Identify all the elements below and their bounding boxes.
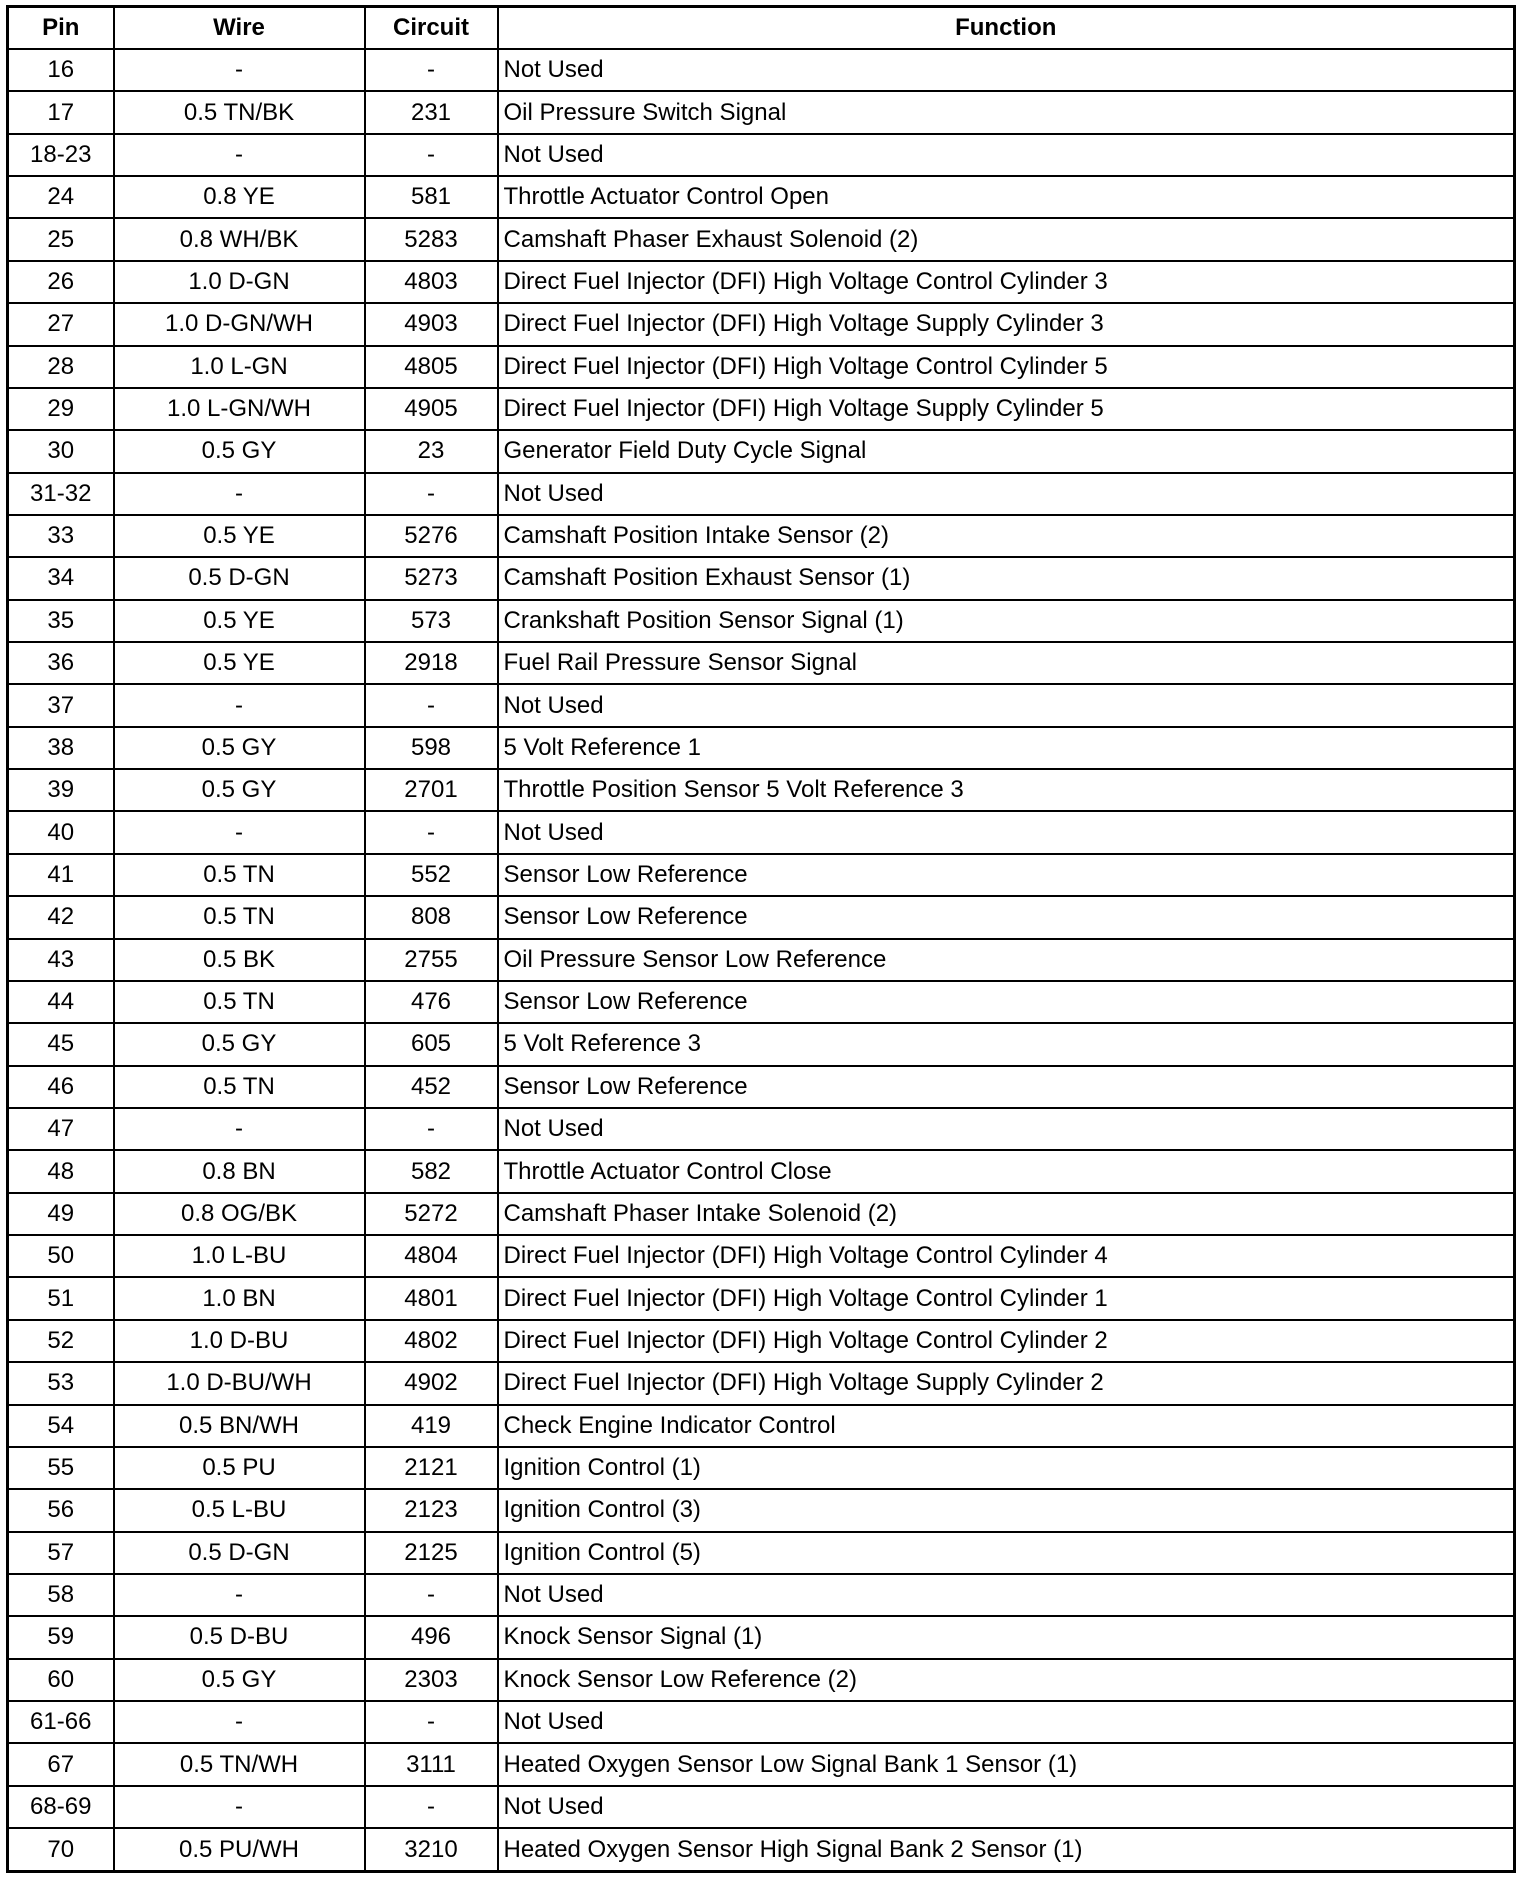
pin-cell: 35 [8, 600, 114, 642]
pin-cell: 55 [8, 1447, 114, 1489]
table-row [8, 854, 1515, 896]
function-cell: Check Engine Indicator Control [498, 1405, 1515, 1447]
pin-cell: 25 [8, 218, 114, 260]
circuit-cell: 452 [365, 1066, 498, 1108]
table-row [8, 1616, 1515, 1658]
pin-cell: 57 [8, 1532, 114, 1574]
pin-cell: 17 [8, 91, 114, 133]
pin-cell: 68-69 [8, 1786, 114, 1828]
circuit-cell: 808 [365, 896, 498, 938]
pin-cell: 59 [8, 1616, 114, 1658]
wire-cell: 0.5 D-GN [114, 557, 365, 599]
table-row [8, 1743, 1515, 1785]
pin-cell: 56 [8, 1489, 114, 1531]
table-row [8, 176, 1515, 218]
table-body [8, 49, 1515, 1872]
function-cell: Not Used [498, 1701, 1515, 1743]
wire-cell: - [114, 134, 365, 176]
function-cell: Throttle Actuator Control Close [498, 1150, 1515, 1192]
pin-cell: 46 [8, 1066, 114, 1108]
pin-cell: 53 [8, 1362, 114, 1404]
function-cell: Not Used [498, 49, 1515, 91]
function-cell: Not Used [498, 811, 1515, 853]
circuit-cell: 2918 [365, 642, 498, 684]
function-cell: Heated Oxygen Sensor High Signal Bank 2 Sensor (1) [498, 1828, 1515, 1871]
function-cell: Direct Fuel Injector (DFI) High Voltage Control Cylinder 3 [498, 261, 1515, 303]
circuit-cell: 4903 [365, 303, 498, 345]
function-cell: Oil Pressure Sensor Low Reference [498, 939, 1515, 981]
wire-cell: 0.5 BK [114, 939, 365, 981]
table-row [8, 515, 1515, 557]
circuit-cell: 3210 [365, 1828, 498, 1871]
wire-cell: 0.5 TN/WH [114, 1743, 365, 1785]
table-row [8, 1235, 1515, 1277]
circuit-cell: 2303 [365, 1659, 498, 1701]
wire-cell: 0.5 TN [114, 1066, 365, 1108]
table-row [8, 1489, 1515, 1531]
wire-cell: 0.5 D-GN [114, 1532, 365, 1574]
wire-cell: - [114, 1701, 365, 1743]
function-cell: Direct Fuel Injector (DFI) High Voltage Control Cylinder 4 [498, 1235, 1515, 1277]
table-row [8, 261, 1515, 303]
circuit-cell: 2701 [365, 769, 498, 811]
wire-cell: 0.5 YE [114, 642, 365, 684]
header-circuit: Circuit [365, 7, 498, 50]
wire-cell: - [114, 1786, 365, 1828]
function-cell: Ignition Control (5) [498, 1532, 1515, 1574]
circuit-cell: 4802 [365, 1320, 498, 1362]
table-row [8, 1574, 1515, 1616]
pin-cell: 43 [8, 939, 114, 981]
function-cell: Not Used [498, 1786, 1515, 1828]
circuit-cell: - [365, 134, 498, 176]
pin-cell: 33 [8, 515, 114, 557]
pin-cell: 44 [8, 981, 114, 1023]
table-row [8, 1023, 1515, 1065]
circuit-cell: - [365, 1701, 498, 1743]
function-cell: Direct Fuel Injector (DFI) High Voltage Supply Cylinder 2 [498, 1362, 1515, 1404]
table-row [8, 134, 1515, 176]
circuit-cell: 5276 [365, 515, 498, 557]
table-row [8, 684, 1515, 726]
pin-cell: 48 [8, 1150, 114, 1192]
function-cell: Crankshaft Position Sensor Signal (1) [498, 600, 1515, 642]
table-row [8, 388, 1515, 430]
table-row [8, 1701, 1515, 1743]
circuit-cell: 231 [365, 91, 498, 133]
function-cell: Generator Field Duty Cycle Signal [498, 430, 1515, 472]
wire-cell: 0.5 YE [114, 600, 365, 642]
function-cell: Not Used [498, 473, 1515, 515]
table-row [8, 218, 1515, 260]
table-row [8, 91, 1515, 133]
circuit-cell: - [365, 1786, 498, 1828]
function-cell: Direct Fuel Injector (DFI) High Voltage Control Cylinder 2 [498, 1320, 1515, 1362]
table-row [8, 1362, 1515, 1404]
function-cell: Not Used [498, 1574, 1515, 1616]
table-row [8, 727, 1515, 769]
circuit-cell: 4803 [365, 261, 498, 303]
table-row [8, 1066, 1515, 1108]
table-row [8, 1659, 1515, 1701]
pin-cell: 50 [8, 1235, 114, 1277]
function-cell: Not Used [498, 134, 1515, 176]
circuit-cell: 4805 [365, 346, 498, 388]
table-row [8, 303, 1515, 345]
wire-cell: 1.0 BN [114, 1277, 365, 1319]
wire-cell: 0.5 PU [114, 1447, 365, 1489]
pin-cell: 58 [8, 1574, 114, 1616]
table-row [8, 939, 1515, 981]
wire-cell: - [114, 811, 365, 853]
circuit-cell: 581 [365, 176, 498, 218]
circuit-cell: 419 [365, 1405, 498, 1447]
pin-cell: 49 [8, 1193, 114, 1235]
table-row [8, 1320, 1515, 1362]
circuit-cell: 605 [365, 1023, 498, 1065]
table-row [8, 1532, 1515, 1574]
pin-cell: 16 [8, 49, 114, 91]
wire-cell: 1.0 D-GN [114, 261, 365, 303]
circuit-cell: - [365, 1108, 498, 1150]
wire-cell: 1.0 L-GN [114, 346, 365, 388]
pin-cell: 61-66 [8, 1701, 114, 1743]
pin-cell: 70 [8, 1828, 114, 1871]
function-cell: Heated Oxygen Sensor Low Signal Bank 1 Sensor (1) [498, 1743, 1515, 1785]
function-cell: Knock Sensor Signal (1) [498, 1616, 1515, 1658]
table-row [8, 600, 1515, 642]
wire-cell: - [114, 684, 365, 726]
circuit-cell: 4902 [365, 1362, 498, 1404]
table-row [8, 1786, 1515, 1828]
wire-cell: 0.5 YE [114, 515, 365, 557]
pin-cell: 24 [8, 176, 114, 218]
wire-cell: 0.5 PU/WH [114, 1828, 365, 1871]
wire-cell: 0.5 TN/BK [114, 91, 365, 133]
function-cell: Throttle Actuator Control Open [498, 176, 1515, 218]
circuit-cell: - [365, 811, 498, 853]
pin-cell: 37 [8, 684, 114, 726]
pin-cell: 41 [8, 854, 114, 896]
wire-cell: 0.5 TN [114, 981, 365, 1023]
wire-cell: 0.5 GY [114, 727, 365, 769]
wire-cell: 1.0 D-BU/WH [114, 1362, 365, 1404]
pin-cell: 31-32 [8, 473, 114, 515]
wire-cell: 1.0 D-GN/WH [114, 303, 365, 345]
table-header-row [8, 7, 1515, 50]
pin-cell: 30 [8, 430, 114, 472]
circuit-cell: 4804 [365, 1235, 498, 1277]
wire-cell: 1.0 L-GN/WH [114, 388, 365, 430]
wire-cell: 0.5 GY [114, 1659, 365, 1701]
wire-cell: 0.5 GY [114, 769, 365, 811]
pin-cell: 47 [8, 1108, 114, 1150]
table-row [8, 346, 1515, 388]
header-pin: Pin [8, 7, 114, 50]
table-row [8, 1193, 1515, 1235]
pin-cell: 42 [8, 896, 114, 938]
pin-cell: 45 [8, 1023, 114, 1065]
function-cell: Sensor Low Reference [498, 854, 1515, 896]
circuit-cell: 2755 [365, 939, 498, 981]
table-row [8, 811, 1515, 853]
wire-cell: 0.8 OG/BK [114, 1193, 365, 1235]
wire-cell: 1.0 L-BU [114, 1235, 365, 1277]
table-row [8, 1277, 1515, 1319]
function-cell: Ignition Control (1) [498, 1447, 1515, 1489]
function-cell: 5 Volt Reference 1 [498, 727, 1515, 769]
wire-cell: 0.8 WH/BK [114, 218, 365, 260]
table-row [8, 557, 1515, 599]
circuit-cell: 4905 [365, 388, 498, 430]
pin-cell: 29 [8, 388, 114, 430]
table-row [8, 896, 1515, 938]
wire-cell: 0.5 GY [114, 1023, 365, 1065]
circuit-cell: 2121 [365, 1447, 498, 1489]
function-cell: Not Used [498, 1108, 1515, 1150]
pin-cell: 67 [8, 1743, 114, 1785]
header-function: Function [498, 7, 1515, 50]
wire-cell: 0.5 TN [114, 896, 365, 938]
table-row [8, 642, 1515, 684]
circuit-cell: 5283 [365, 218, 498, 260]
pin-cell: 27 [8, 303, 114, 345]
wire-cell: 0.8 BN [114, 1150, 365, 1192]
wire-cell: 0.5 TN [114, 854, 365, 896]
wire-cell: - [114, 49, 365, 91]
table-row [8, 473, 1515, 515]
circuit-cell: 582 [365, 1150, 498, 1192]
circuit-cell: 5272 [365, 1193, 498, 1235]
pin-cell: 40 [8, 811, 114, 853]
table-row [8, 1447, 1515, 1489]
function-cell: Oil Pressure Switch Signal [498, 91, 1515, 133]
function-cell: Direct Fuel Injector (DFI) High Voltage Supply Cylinder 5 [498, 388, 1515, 430]
function-cell: Knock Sensor Low Reference (2) [498, 1659, 1515, 1701]
pin-cell: 60 [8, 1659, 114, 1701]
circuit-cell: - [365, 473, 498, 515]
connector-pinout-table [6, 5, 1516, 1873]
table-row [8, 1108, 1515, 1150]
function-cell: Direct Fuel Injector (DFI) High Voltage Control Cylinder 1 [498, 1277, 1515, 1319]
wire-cell: 0.5 GY [114, 430, 365, 472]
function-cell: Sensor Low Reference [498, 1066, 1515, 1108]
pin-cell: 39 [8, 769, 114, 811]
circuit-cell: 476 [365, 981, 498, 1023]
circuit-cell: - [365, 49, 498, 91]
function-cell: Camshaft Position Exhaust Sensor (1) [498, 557, 1515, 599]
wire-cell: - [114, 1108, 365, 1150]
circuit-cell: 23 [365, 430, 498, 472]
pin-cell: 26 [8, 261, 114, 303]
circuit-cell: 573 [365, 600, 498, 642]
function-cell: Fuel Rail Pressure Sensor Signal [498, 642, 1515, 684]
circuit-cell: 5273 [365, 557, 498, 599]
function-cell: Ignition Control (3) [498, 1489, 1515, 1531]
circuit-cell: - [365, 1574, 498, 1616]
pin-cell: 51 [8, 1277, 114, 1319]
table-row [8, 1828, 1515, 1871]
pin-cell: 36 [8, 642, 114, 684]
function-cell: Camshaft Phaser Exhaust Solenoid (2) [498, 218, 1515, 260]
circuit-cell: 598 [365, 727, 498, 769]
function-cell: 5 Volt Reference 3 [498, 1023, 1515, 1065]
table-row [8, 430, 1515, 472]
table-row [8, 1150, 1515, 1192]
function-cell: Direct Fuel Injector (DFI) High Voltage Supply Cylinder 3 [498, 303, 1515, 345]
pin-cell: 18-23 [8, 134, 114, 176]
function-cell: Sensor Low Reference [498, 981, 1515, 1023]
table-row [8, 769, 1515, 811]
header-wire: Wire [114, 7, 365, 50]
function-cell: Not Used [498, 684, 1515, 726]
table-row [8, 49, 1515, 91]
pin-cell: 52 [8, 1320, 114, 1362]
circuit-cell: 2123 [365, 1489, 498, 1531]
table-row [8, 1405, 1515, 1447]
wire-cell: 0.5 L-BU [114, 1489, 365, 1531]
function-cell: Camshaft Position Intake Sensor (2) [498, 515, 1515, 557]
circuit-cell: 2125 [365, 1532, 498, 1574]
function-cell: Direct Fuel Injector (DFI) High Voltage Control Cylinder 5 [498, 346, 1515, 388]
pin-cell: 28 [8, 346, 114, 388]
function-cell: Camshaft Phaser Intake Solenoid (2) [498, 1193, 1515, 1235]
wire-cell: 1.0 D-BU [114, 1320, 365, 1362]
table-row [8, 981, 1515, 1023]
pin-cell: 38 [8, 727, 114, 769]
circuit-cell: 4801 [365, 1277, 498, 1319]
wire-cell: 0.5 BN/WH [114, 1405, 365, 1447]
circuit-cell: 552 [365, 854, 498, 896]
function-cell: Throttle Position Sensor 5 Volt Reference 3 [498, 769, 1515, 811]
circuit-cell: 496 [365, 1616, 498, 1658]
circuit-cell: - [365, 684, 498, 726]
wire-cell: 0.8 YE [114, 176, 365, 218]
wire-cell: - [114, 1574, 365, 1616]
wire-cell: - [114, 473, 365, 515]
pin-cell: 54 [8, 1405, 114, 1447]
wire-cell: 0.5 D-BU [114, 1616, 365, 1658]
function-cell: Sensor Low Reference [498, 896, 1515, 938]
pin-cell: 34 [8, 557, 114, 599]
circuit-cell: 3111 [365, 1743, 498, 1785]
